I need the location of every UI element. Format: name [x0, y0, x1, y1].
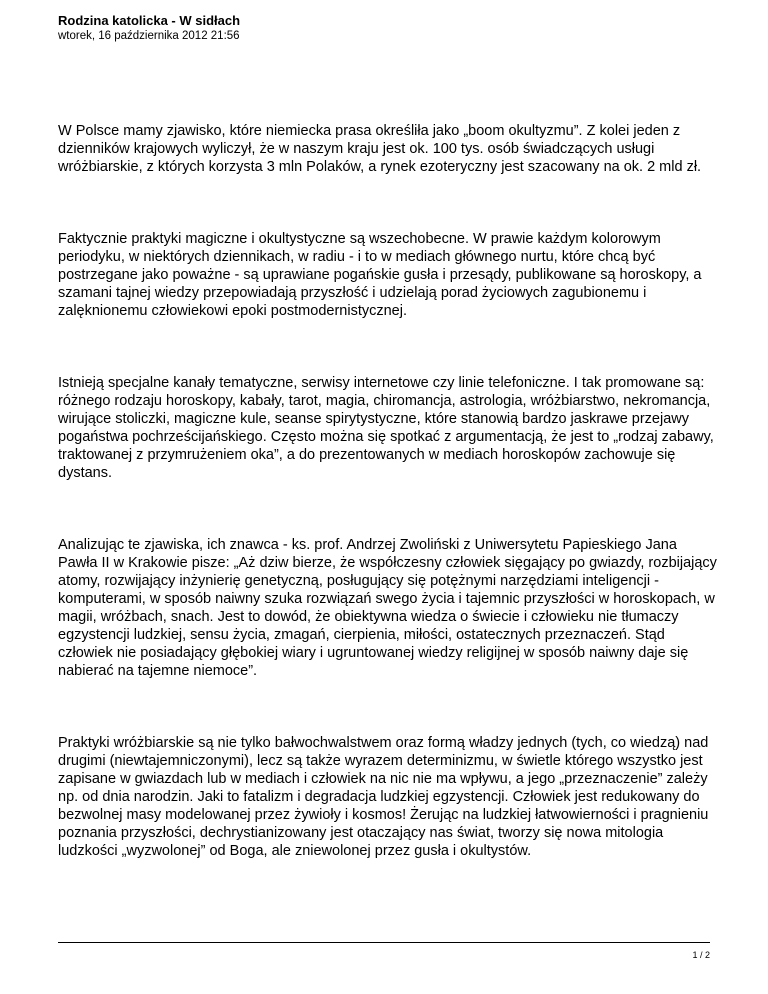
paragraph: Analizując te zjawiska, ich znawca - ks. prof. Andrzej Zwoliński z Uniwersytetu Papieskiego Jana Pawła II w Krakowie pisze: „Aż dziw bierze, że współczesny człowiek sięgający po gwiazdy, rozbijający atomy, rozwijający inżynierię genetyczną, posługujący się potężnymi narzędziami inteligencji - komputerami, w sposób naiwny szuka rozwiązań swego życia i tajemnic przyszłości w horoskopach, w magii, wróżbach, snach. Jest to dowód, że obiektywna wiedza o świecie i człowieku nie tłumaczy egzystencji ludzkiej, sensu życia, zmagań, cierpienia, miłości, ostatecznych przeznaczeń. Stąd człowiek nie posiadający głębokiej wiary i ugruntowanej wiedzy religijnej w sposób naiwny daje się nabierać na tajemne niemoce”. [58, 537, 717, 679]
paragraph: W Polsce mamy zjawisko, które niemiecka prasa określiła jako „boom okultyzmu”. Z kolei jeden z dzienników krajowych wyliczył, że w naszym kraju jest ok. 100 tys. osób świadczących usługi wróżbiarskie, z których korzysta 3 mln Polaków, a rynek ezoteryczny jest szacowany na ok. 2 mld zł. [58, 123, 702, 175]
footer-divider [58, 942, 710, 943]
article-title: Rodzina katolicka - W sidłach [58, 13, 241, 28]
page-number: 1 / 2 [692, 950, 710, 960]
paragraph: Praktyki wróżbiarskie są nie tylko bałwochwalstwem oraz formą władzy jednych (tych, co wiedzą) nad drugimi (niewtajemniczonymi), lecz są także wyrazem determinizmu, w świetle którego wszystko jest zapisane w gwiazdach lub w mediach i człowiek na nic nie ma wpływu, a jego „przeznaczenie” zależy np. od dnia narodzin. Jaki to fatalizm i degradacja ludzkiej egzystencji. Człowiek jest redukowany do bezwolnej masy modelowanej przez żywioły i kosmos! Żerując na ludzkiej łatwowierności i pragnieniu poznania przyszłości, dechrystianizowany jest otaczający nas świat, tworzy się nowa mitologia ludzkości „wyzwolonej” od Boga, ale zniewolonej przez gusła i okultystów. [58, 735, 709, 859]
paragraph: Istnieją specjalne kanały tematyczne, serwisy internetowe czy linie telefoniczne. I tak promowane są: różnego rodzaju horoskopy, kabały, tarot, magia, chiromancja, astrologia, wróżbiarstwo, nekromancja, wirujące stoliczki, magiczne kule, seanse spirytystyczne, które stanowią bardzo jaskrawe przejawy pogaństwa pochrześcijańskiego. Często można się spotkać z argumentacją, że jest to „rodzaj zabawy, traktowanej z przymrużeniem oka”, a do prezentowanych w mediach horoskopów zachowuje się dystans. [58, 375, 714, 481]
page-header [58, 13, 718, 43]
article-date: wtorek, 16 października 2012 21:56 [58, 30, 240, 42]
article-body [58, 122, 718, 914]
paragraph: Faktycznie praktyki magiczne i okultystyczne są wszechobecne. W prawie każdym kolorowym periodyku, w niektórych dziennikach, w radiu - i to w mediach głównego nurtu, które chcą być postrzegane jako poważne - są uprawiane pogańskie gusła i przesądy, publikowane są horoskopy, a szamani tajnej wiedzy przepowiadają przyszłość i udzielają porad życiowych zagubionemu i zalęknionemu człowiekowi epoki postmodernistycznej. [58, 231, 702, 319]
